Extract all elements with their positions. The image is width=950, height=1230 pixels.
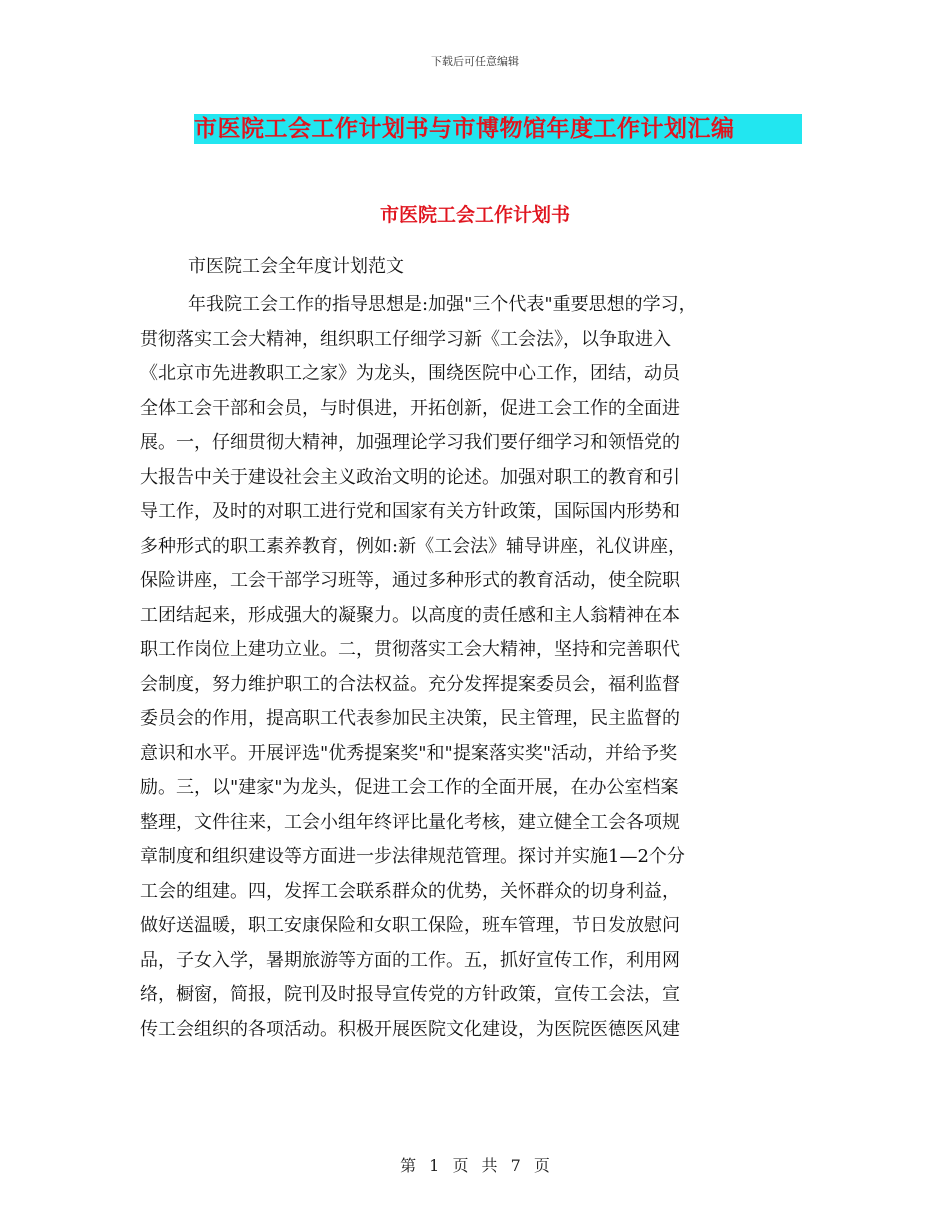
body-line: 励。三，以"建家"为龙头，促进工会工作的全面开展，在办公室档案 [140, 777, 679, 798]
body-line: 传工会组织的各项活动。积极开展医院文化建设，为医院医德医风建 [140, 1018, 680, 1040]
page-header-note: 下载后可任意编辑 [431, 55, 519, 68]
body-line: 工团结起来，形成强大的凝聚力。以高度的责任感和主人翁精神在本 [140, 604, 680, 626]
body-line: 委员会的作用，提高职工代表参加民主决策，民主管理，民主监督的 [140, 708, 680, 729]
body-line: 职工作岗位上建功立业。二，贯彻落实工会大精神，坚持和完善职代 [140, 639, 680, 660]
body-line: 章制度和组织建设等方面进一步法律规范管理。探讨并实施1—2个分 [140, 846, 685, 867]
section-title: 市医院工会工作计划书 [379, 204, 570, 226]
page-number-footer: 第 1 页 共 7 页 [400, 1156, 550, 1175]
body-line: 保险讲座，工会干部学习班等，通过多种形式的教育活动，使全院职 [140, 570, 680, 591]
body-line: 导工作，及时的对职工进行党和国家有关方针政策，国际国内形势和 [140, 501, 680, 522]
body-line: 络，橱窗，简报，院刊及时报导宣传党的方针政策，宣传工会法，宣 [140, 984, 680, 1005]
body-line: 意识和水平。开展评选"优秀提案奖"和"提案落实奖"活动，并给予奖 [140, 742, 678, 764]
intro-line: 市医院工会全年度计划范文 [188, 256, 404, 277]
body-paragraph [140, 288, 820, 1047]
body-line: 整理，文件往来，工会小组年终评比量化考核，建立健全工会各项规 [140, 811, 680, 833]
body-line: 大报告中关于建设社会主义政治文明的论述。加强对职工的教育和引 [140, 466, 680, 488]
body-line: 做好送温暖，职工安康保险和女职工保险，班车管理，节日发放慰问 [140, 915, 680, 936]
body-line: 贯彻落实工会大精神，组织职工仔细学习新《工会法》，以争取进入 [140, 328, 671, 350]
body-line: 品，子女入学，暑期旅游等方面的工作。五，抓好宣传工作，利用网 [140, 949, 680, 971]
body-line: 多种形式的职工素养教育，例如:新《工会法》辅导讲座，礼仪讲座， [140, 535, 687, 557]
body-line: 《北京市先进教职工之家》为龙头，围绕医院中心工作，团结，动员 [140, 363, 680, 384]
body-line: 全体工会干部和会员，与时俱进，开拓创新，促进工会工作的全面进 [140, 397, 680, 419]
body-line: 会制度，努力维护职工的合法权益。充分发挥提案委员会，福利监督 [140, 673, 680, 695]
body-line: 展。一，仔细贯彻大精神，加强理论学习我们要仔细学习和领悟党的 [140, 432, 680, 453]
document-title: 市医院工会工作计划书与市博物馆年度工作计划汇编 [194, 114, 802, 144]
body-line: 工会的组建。四，发挥工会联系群众的优势，关怀群众的切身利益， [140, 880, 680, 902]
body-line: 年我院工会工作的指导思想是:加强"三个代表"重要思想的学习， [188, 294, 697, 315]
